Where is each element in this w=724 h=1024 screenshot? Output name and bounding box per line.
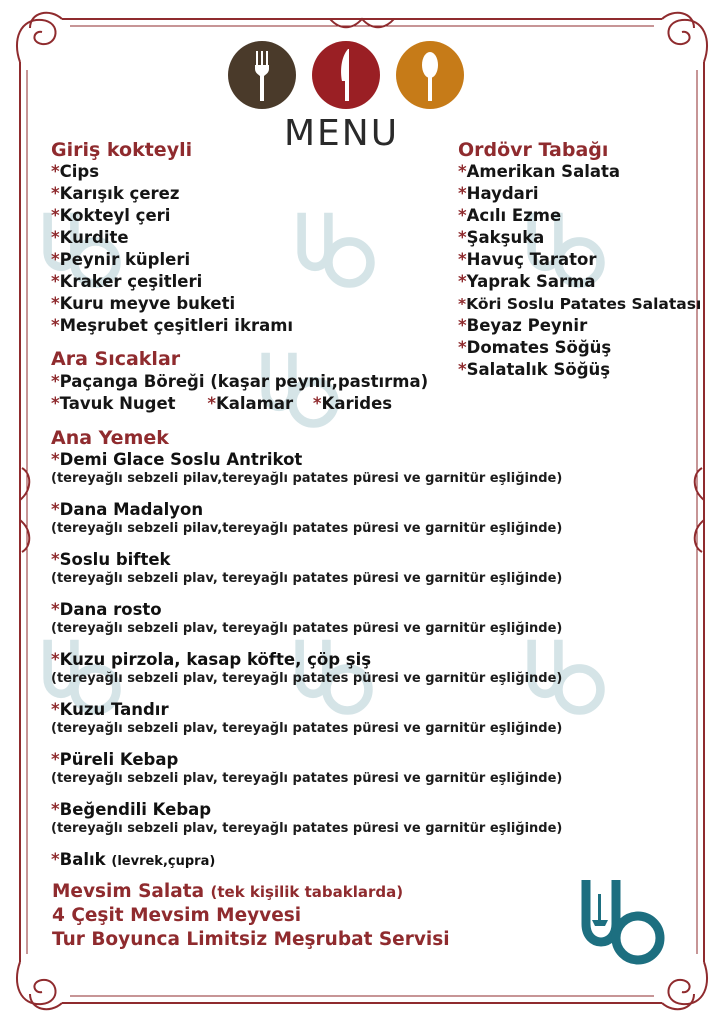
spoon-icon	[396, 41, 464, 109]
fork-circle	[228, 41, 296, 109]
list-item: *Kurdite	[51, 228, 129, 247]
dish-item: *Kuzu Tandır (tereyağlı sebzeli plav, tereyağlı patates püresi ve garnitür eşliğinde)	[51, 700, 563, 736]
list-item: *Amerikan Salata	[458, 162, 621, 181]
spoon-circle	[396, 41, 464, 109]
knife-circle	[312, 41, 380, 109]
list-item: *Köri Soslu Patates Salatası	[458, 295, 702, 313]
footer-line: 4 Çeşit Mevsim Meyvesi	[52, 905, 302, 926]
section-title-ana: Ana Yemek	[51, 427, 169, 449]
ara-list	[51, 371, 428, 415]
footer-line: Tur Boyunca Limitsiz Meşrubat Servisi	[52, 929, 450, 950]
dish-item: *Kuzu pirzola, kasap köfte, çöp şiş (tereyağlı sebzeli plav, tereyağlı patates püresi ve garnitür eşliğinde)	[51, 650, 563, 686]
list-item: *Cips	[51, 162, 100, 181]
dish-item: *Püreli Kebap (tereyağlı sebzeli plav, tereyağlı patates püresi ve garnitür eşliğinde)	[51, 750, 563, 786]
ordovr-list	[458, 161, 701, 381]
menu-title: MENU	[284, 113, 400, 154]
section-title-ordovr: Ordövr Tabağı	[458, 139, 609, 161]
brand-logo-icon	[578, 876, 668, 968]
footer-line: Mevsim Salata (tek kişilik tabaklarda)	[52, 881, 404, 902]
ana-yemek-list	[51, 449, 562, 883]
list-item: *Tavuk Nuget *Kalamar *Karides	[51, 394, 393, 413]
list-item: *Yaprak Sarma	[458, 272, 596, 291]
giris-list	[51, 161, 293, 337]
list-item: *Meşrubet çeşitleri ikramı	[51, 316, 294, 335]
list-item: *Şakşuka	[458, 228, 545, 247]
dish-item: *Soslu biftek (tereyağlı sebzeli plav, tereyağlı patates püresi ve garnitür eşliğinde)	[51, 550, 563, 586]
fork-icon	[228, 41, 296, 109]
list-item: *Paçanga Böreği (kaşar peynir,pastırma)	[51, 372, 429, 391]
list-item: *Kraker çeşitleri	[51, 272, 203, 291]
footer-extras	[52, 880, 450, 952]
list-item: *Peynir küpleri	[51, 250, 191, 269]
list-item: *Havuç Tarator	[458, 250, 597, 269]
list-item: *Kuru meyve buketi	[51, 294, 236, 313]
list-item: *Salatalık Söğüş	[458, 360, 611, 379]
list-item: *Karışık çerez	[51, 184, 180, 203]
knife-icon	[312, 41, 380, 109]
dish-item: *Demi Glace Soslu Antrikot (tereyağlı sebzeli pilav,tereyağlı patates püresi ve garnitür eşliğinde)	[51, 450, 563, 486]
list-item: *Beyaz Peynir	[458, 316, 588, 335]
section-title-ara: Ara Sıcaklar	[51, 348, 181, 370]
dish-item: *Balık (levrek,çupra)	[51, 850, 216, 869]
watermark-logo-icon	[294, 205, 380, 297]
dish-item: *Dana Madalyon (tereyağlı sebzeli pilav,tereyağlı patates püresi ve garnitür eşliğinde)	[51, 500, 563, 536]
dish-item: *Dana rosto (tereyağlı sebzeli plav, tereyağlı patates püresi ve garnitür eşliğinde)	[51, 600, 563, 636]
utensils-logo	[226, 41, 466, 111]
list-item: *Kokteyl çeri	[51, 206, 171, 225]
list-item: *Domates Söğüş	[458, 338, 612, 357]
dish-item: *Beğendili Kebap (tereyağlı sebzeli plav, tereyağlı patates püresi ve garnitür eşliğinde)	[51, 800, 563, 836]
list-item: *Haydari	[458, 184, 539, 203]
list-item: *Acılı Ezme	[458, 206, 562, 225]
section-title-giris: Giriş kokteyli	[51, 139, 193, 161]
